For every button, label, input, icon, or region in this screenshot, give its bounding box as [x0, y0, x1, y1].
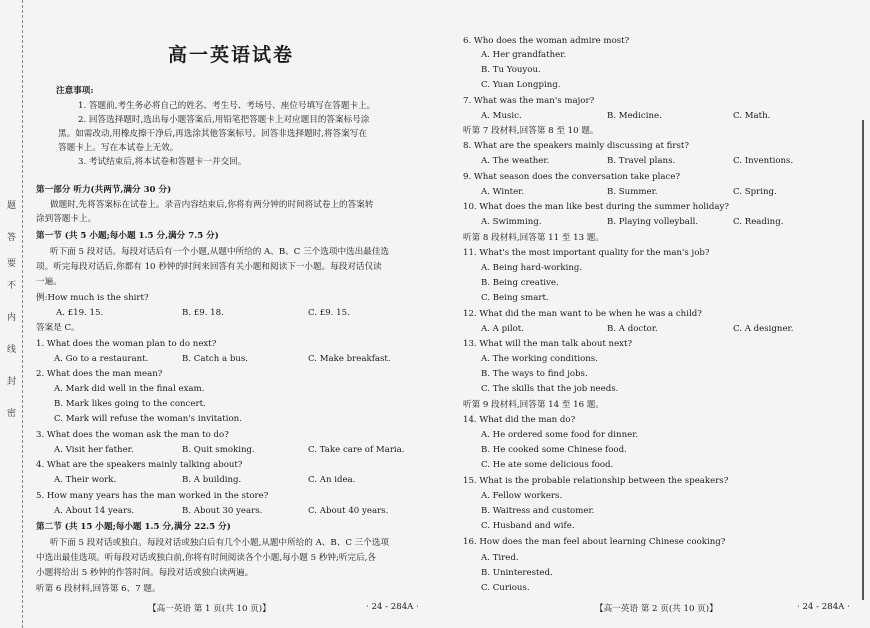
option-a: A. Tired.	[481, 553, 519, 563]
question-7: 7. What was the man's major?	[463, 96, 595, 106]
margin-char: 不	[5, 280, 15, 289]
question-11: 11. What's the most important quality for the man's job?	[463, 248, 710, 258]
exam-title: 高一英语试卷	[168, 44, 295, 66]
option-c: C. Curious.	[481, 583, 530, 593]
part-1-desc: 做题时,先将答案标在试卷上。录音内容结束后,你将有两分钟的时间将试卷上的答案转	[50, 200, 374, 210]
question-15: 15. What is the probable relationship between the speakers?	[463, 476, 729, 486]
notice-line: 2. 回答选择题时,选出每小题答案后,用铅笔把答题卡上对应题目的答案标号涂	[78, 115, 370, 125]
page-footer: 【高一英语 第 2 页(共 10 页)】	[595, 604, 718, 614]
material-note: 听第 6 段材料,回答第 6、7 题。	[36, 584, 161, 594]
option-a: A. Visit her father.	[54, 445, 134, 455]
option-b: B. Travel plans.	[607, 156, 676, 166]
option-b: B. Being creative.	[481, 278, 559, 288]
option-a: A. Mark did well in the final exam.	[54, 384, 205, 394]
question-13: 13. What will the man talk about next?	[463, 339, 633, 349]
option-b: B. A building.	[182, 475, 242, 485]
question-16: 16. How does the man feel about learning Chinese cooking?	[463, 537, 726, 547]
option-c: C. He ate some delicious food.	[481, 460, 614, 470]
option-b: B. Summer.	[607, 187, 658, 197]
option-c: C. Reading.	[733, 217, 784, 227]
option-c: C. Math.	[733, 111, 771, 121]
question-8: 8. What are the speakers mainly discussing at first?	[463, 141, 689, 151]
option-a: A. Music.	[481, 111, 522, 121]
page-1	[30, 0, 435, 628]
option-a: A. Fellow workers.	[481, 491, 563, 501]
question-6: 6. Who does the woman admire most?	[463, 36, 630, 46]
question-14: 14. What did the man do?	[463, 415, 576, 425]
section-1-desc: 一遍。	[36, 277, 62, 287]
option-b: B. Catch a bus.	[182, 354, 249, 364]
option-c: C. A designer.	[733, 324, 794, 334]
option-b: B. Quit smoking.	[182, 445, 255, 455]
material-note: 听第 7 段材料,回答第 8 至 10 题。	[463, 126, 599, 136]
section-2-desc: 中选出最佳选项。听每段对话或独白前,你将有时间阅读各个小题,每小题 5 秒钟;听完后,各	[36, 553, 376, 563]
binding-edge	[862, 120, 870, 600]
notice-line: 黑。如需改动,用橡皮擦干净后,再选涂其他答案标号。回答非选择题时,将答案写在	[58, 129, 367, 139]
option-c: C. Spring.	[733, 187, 777, 197]
option-b: B. Tu Youyou.	[481, 65, 541, 75]
example-option-a: A. £19. 15.	[56, 308, 104, 318]
option-c: C. The skills that the job needs.	[481, 384, 619, 394]
option-a: A. Swimming.	[481, 217, 542, 227]
option-a: A. Their work.	[54, 475, 117, 485]
notice-line: 答题卡上。写在本试卷上无效。	[58, 143, 179, 153]
option-a: A. Being hard-working.	[481, 263, 583, 273]
paper-code: · 24 - 284A ·	[797, 602, 850, 612]
option-a: A. About 14 years.	[54, 506, 135, 516]
question-3: 3. What does the woman ask the man to do?	[36, 430, 229, 440]
notice-line: 1. 答题前,考生务必将自己的姓名、考生号、考场号、座位号填写在答题卡上。	[78, 101, 376, 111]
option-a: A. He ordered some food for dinner.	[481, 430, 639, 440]
question-12: 12. What did the man want to be when he was a child?	[463, 309, 702, 319]
option-c: C. Yuan Longping.	[481, 80, 561, 90]
option-b: B. Uninterested.	[481, 568, 553, 578]
section-2-desc: 听下面 5 段对话或独白。每段对话或独白后有几个小题,从题中所给的 A、B、C 三个选项	[50, 538, 390, 548]
option-b: B. About 30 years.	[182, 506, 263, 516]
margin-char: 内	[5, 312, 15, 321]
page-2	[455, 0, 865, 628]
example-option-c: C. £9. 15.	[308, 308, 350, 318]
question-9: 9. What season does the conversation take place?	[463, 172, 681, 182]
example-question: 例:How much is the shirt?	[36, 293, 149, 303]
material-note: 听第 9 段材料,回答第 14 至 16 题。	[463, 400, 604, 410]
section-1-heading: 第一节 (共 5 小题;每小题 1.5 分,满分 7.5 分)	[36, 231, 219, 241]
margin-char: 题	[5, 200, 15, 209]
margin-char: 密	[5, 408, 15, 417]
question-5: 5. How many years has the man worked in the store?	[36, 491, 269, 501]
section-1-desc: 听下面 5 段对话。每段对话后有一个小题,从题中所给的 A、B、C 三个选项中选出最佳选	[50, 247, 390, 257]
option-b: B. He cooked some Chinese food.	[481, 445, 627, 455]
margin-char: 答	[5, 232, 15, 241]
option-c: C. Inventions.	[733, 156, 794, 166]
option-a: A. Winter.	[481, 187, 525, 197]
option-a: A. Her grandfather.	[481, 50, 567, 60]
option-b: B. Medicine.	[607, 111, 662, 121]
section-1-desc: 项。听完每段对话后,你都有 10 秒钟的时间来回答有关小题和阅读下一小题。每段对话仅读	[36, 262, 382, 272]
section-2-desc: 小题将给出 5 秒钟的作答时间。每段对话或独白读两遍。	[36, 568, 254, 578]
notice-heading: 注意事项:	[56, 86, 94, 96]
example-option-b: B. £9. 18.	[182, 308, 224, 318]
option-a: A. A pilot.	[481, 324, 524, 334]
paper-code: · 24 - 284A ·	[366, 602, 419, 612]
option-b: B. Mark likes going to the concert.	[54, 399, 206, 409]
margin-char: 线	[5, 344, 15, 353]
page-footer: 【高一英语 第 1 页(共 10 页)】	[148, 604, 271, 614]
material-note: 听第 8 段材料,回答第 11 至 13 题。	[463, 233, 604, 243]
option-a: A. The working conditions.	[481, 354, 598, 364]
question-2: 2. What does the man mean?	[36, 369, 163, 379]
option-b: B. Playing volleyball.	[607, 217, 699, 227]
question-10: 10. What does the man like best during the summer holiday?	[463, 202, 729, 212]
option-b: B. Waitress and customer.	[481, 506, 595, 516]
option-b: B. A doctor.	[607, 324, 658, 334]
option-a: A. The weather.	[481, 156, 550, 166]
binding-margin	[0, 0, 23, 628]
margin-char: 封	[5, 376, 15, 385]
question-1: 1. What does the woman plan to do next?	[36, 339, 217, 349]
notice-line: 3. 考试结束后,将本试卷和答题卡一并交回。	[78, 157, 247, 167]
option-b: B. The ways to find jobs.	[481, 369, 588, 379]
part-1-desc: 涂到答题卡上。	[36, 214, 97, 224]
option-a: A. Go to a restaurant.	[54, 354, 149, 364]
margin-char: 要	[5, 258, 15, 267]
option-c: C. Being smart.	[481, 293, 549, 303]
option-c: C. Husband and wife.	[481, 521, 575, 531]
question-4: 4. What are the speakers mainly talking about?	[36, 460, 243, 470]
option-c: C. Take care of Maria.	[308, 445, 405, 455]
option-c: C. About 40 years.	[308, 506, 389, 516]
option-c: C. Mark will refuse the woman's invitation.	[54, 414, 242, 424]
section-2-heading: 第二节 (共 15 小题;每小题 1.5 分,满分 22.5 分)	[36, 522, 231, 532]
option-c: C. Make breakfast.	[308, 354, 391, 364]
example-answer: 答案是 C。	[36, 323, 80, 333]
option-c: C. An idea.	[308, 475, 356, 485]
part-1-heading: 第一部分 听力(共两节,满分 30 分)	[36, 185, 172, 195]
